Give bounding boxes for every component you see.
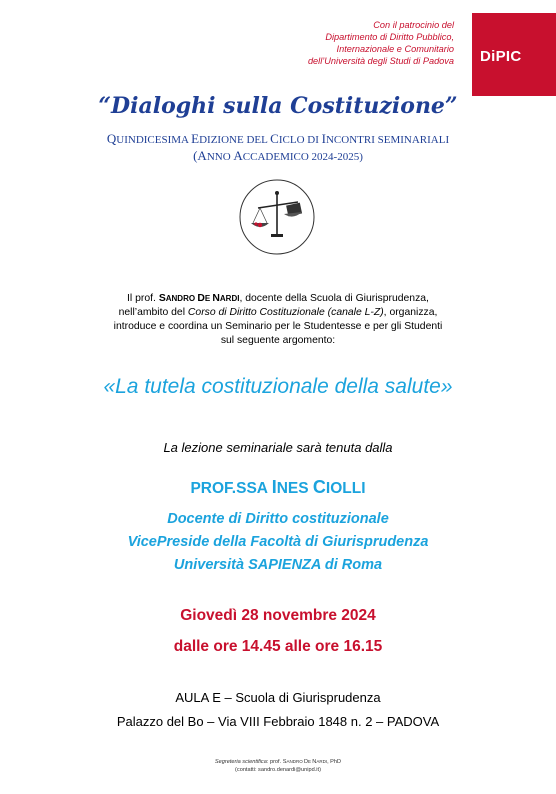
academic-year: (ANNO ACCADEMICO 2024-2025) <box>193 148 363 163</box>
intro-paragraph <box>0 292 556 348</box>
patronage-line: Con il patrocinio del <box>373 20 454 30</box>
patronage-line: Dipartimento di Diritto Pubblico, <box>325 32 454 42</box>
scales-emblem-icon <box>238 178 316 256</box>
edition-subtitle: QUINDICESIMA EDIZIONE DEL CICLO DI INCONTRI SEMINARIALI <box>106 131 450 146</box>
patronage-line: dell’Università degli Studi di Padova <box>307 56 454 66</box>
patronage-line: Internazionale e Comunitario <box>336 44 454 54</box>
intro-line-1: Il prof. SANDRO DE NARDI, docente della Scuola di Giurisprudenza, <box>127 293 429 304</box>
event-time: dalle ore 14.45 alle ore 16.15 <box>173 638 383 655</box>
event-address: Palazzo del Bo – Via VIII Febbraio 1848 n. 2 – PADOVA <box>116 714 440 729</box>
seminar-topic: «La tutela costituzionale della salute» <box>103 375 453 398</box>
secretary-line: Segreteria scientifica: prof. SANDRO DE NARDI, PhD <box>214 759 342 765</box>
secretary-contacts: (contatti: sandro.denardi@unipd.it) <box>235 767 321 773</box>
page-title: “Dialoghi sulla Costituzione” <box>98 93 458 119</box>
secretary-note <box>0 758 556 774</box>
lecture-intro: La lezione seminariale sarà tenuta dalla <box>163 440 393 455</box>
speaker-name: PROF.SSA INES CIOLLI <box>190 477 366 497</box>
event-date: Giovedì 28 novembre 2024 <box>180 607 376 624</box>
speaker-affiliation: Università SAPIENZA di Roma <box>173 557 383 573</box>
intro-line-4: sul seguente argomento: <box>220 335 336 346</box>
speaker-role: Docente di Diritto costituzionale <box>167 511 389 527</box>
speaker-role: VicePreside della Facoltà di Giurisprudenza <box>127 534 429 550</box>
dipic-logo-text: DiPIC <box>480 48 522 65</box>
patronage-note <box>234 19 454 67</box>
intro-line-2: nell’ambito del Corso di Diritto Costituzionale (canale L-Z), organizza, <box>118 307 438 318</box>
intro-line-3: introduce e coordina un Seminario per le Studentesse e per gli Studenti <box>113 321 443 332</box>
event-room: AULA E – Scuola di Giurisprudenza <box>175 690 381 705</box>
